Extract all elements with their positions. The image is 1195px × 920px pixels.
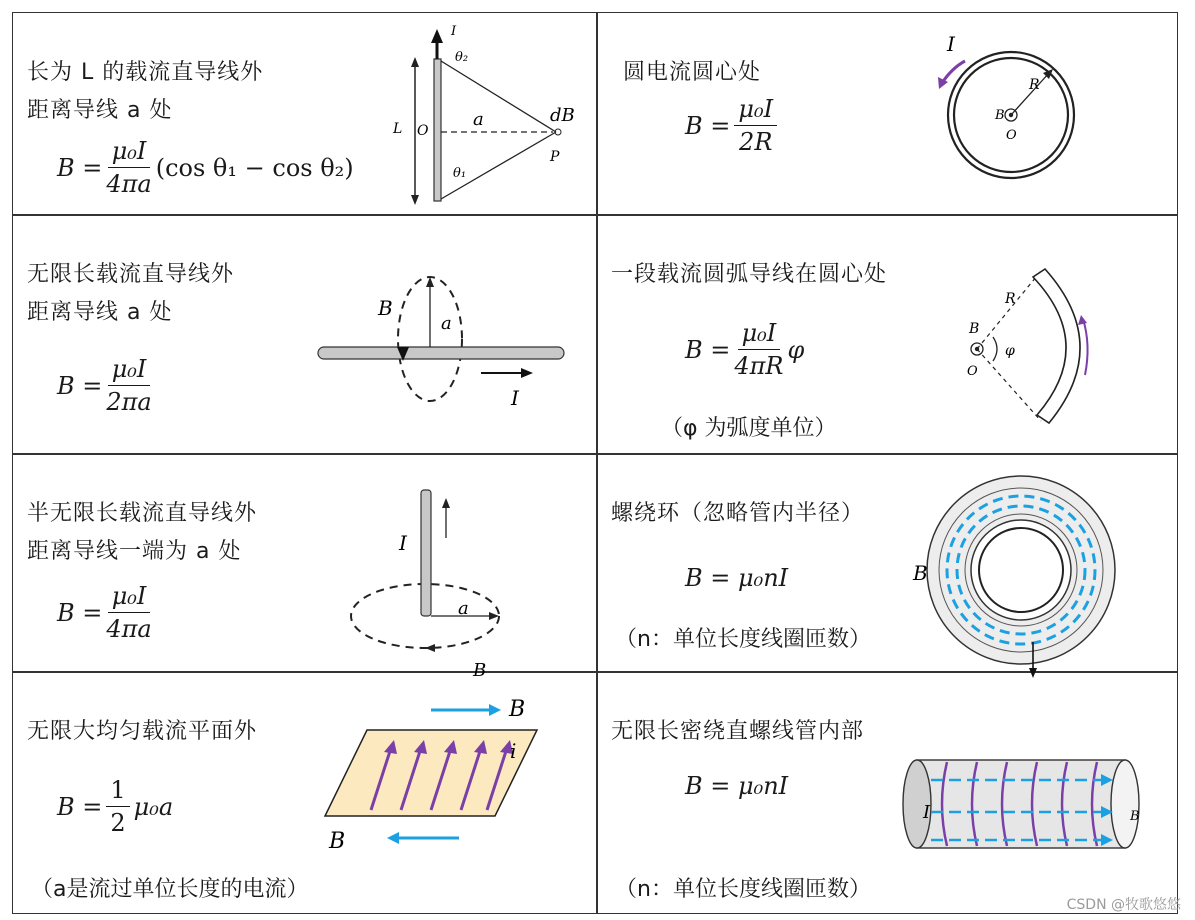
cell-arc-wire (597, 215, 1179, 453)
label-B-top: B (509, 697, 526, 722)
caption-line1: 长为 L 的载流直导线外 (27, 60, 264, 85)
numerator: 1 (106, 776, 129, 807)
label-B: B (913, 561, 928, 585)
label-phi: φ (1005, 343, 1015, 359)
caption-line1: 无限大均匀载流平面外 (27, 719, 258, 744)
note-phi-unit: （φ 为弧度单位） (661, 416, 837, 441)
formula-lhs: B = (685, 111, 731, 140)
current-arc (942, 61, 965, 83)
note-a-definition: （a是流过单位长度的电流） (31, 877, 309, 902)
radius-upper (977, 271, 1041, 349)
current-arrow (1083, 319, 1088, 375)
circular-loop-diagram (597, 13, 1179, 214)
label-B: B (473, 660, 487, 681)
infinite-wire (318, 347, 564, 359)
current-arrow-head (1078, 315, 1087, 325)
label-O: O (967, 364, 978, 379)
distance-arrow-head (489, 612, 499, 620)
formula-lhs: B = (57, 153, 103, 182)
caption-line2: 距离导线一端为 a 处 (27, 539, 242, 564)
formula-solenoid: B = μ₀nI (685, 772, 789, 800)
cell-semi-infinite-wire (13, 454, 596, 681)
denominator: 4πa (106, 615, 152, 643)
length-arrow-top (411, 57, 419, 67)
formula-lhs: B = (57, 371, 103, 400)
finite-wire-diagram (13, 13, 596, 214)
caption-line1: 圆电流圆心处 (623, 60, 762, 85)
label-theta2: θ₂ (455, 50, 469, 65)
label-a: a (441, 313, 452, 334)
label-P: P (550, 149, 560, 165)
label-I: I (399, 531, 407, 555)
label-I: I (947, 32, 955, 56)
formula-toroid: B = μ₀nI (685, 564, 789, 592)
cell-finite-wire (13, 13, 596, 214)
line-to-top (441, 61, 556, 132)
caption-line1: 无限长载流直导线外 (27, 262, 235, 287)
label-I: I (923, 802, 931, 823)
label-I: I (511, 386, 519, 410)
label-R: R (1029, 77, 1040, 93)
numerator: μ₀I (734, 95, 777, 126)
caption-line2: 距离导线 a 处 (27, 98, 173, 123)
angle-arc (993, 337, 997, 361)
label-L: L (393, 121, 403, 137)
formula-tail: φ (787, 335, 805, 364)
arc-wire-diagram (597, 215, 1179, 453)
caption-line1: 螺绕环（忽略管内半径） (611, 501, 865, 526)
cell-solenoid (597, 672, 1179, 915)
cell-toroid (597, 454, 1179, 671)
label-dB: dB (550, 105, 575, 126)
label-O: O (417, 123, 429, 139)
semi-infinite-wire (421, 490, 431, 616)
formula-tail: (cos θ₁ − cos θ₂) (155, 153, 354, 182)
denominator: 2R (739, 128, 773, 156)
field-arrow-top-head (489, 704, 501, 716)
label-I: I (451, 24, 457, 39)
caption-line1: 半无限长载流直导线外 (27, 501, 258, 526)
label-a: a (458, 598, 469, 619)
field-out-dot (1009, 113, 1013, 117)
label-O: O (1006, 128, 1017, 143)
field-out-dot (975, 347, 979, 351)
caption-line2: 距离导线 a 处 (27, 300, 173, 325)
watermark: CSDN @牧歌悠悠 (1066, 897, 1181, 913)
current-plane (325, 730, 537, 816)
denominator: 2πa (106, 388, 152, 416)
note-n-definition: （n：单位长度线圈匝数） (615, 627, 871, 652)
distance-arrow-head (426, 277, 434, 287)
infinite-wire-diagram (13, 215, 596, 453)
finite-wire (434, 59, 441, 201)
denominator: 4πa (106, 170, 152, 198)
label-R: R (1005, 291, 1016, 307)
toroid-inner (971, 520, 1071, 620)
label-B: B (995, 108, 1005, 123)
numerator: μ₀I (108, 137, 151, 168)
label-B: B (378, 296, 393, 320)
cell-infinite-wire (13, 215, 596, 453)
numerator: μ₀I (108, 582, 151, 613)
label-a: a (473, 109, 484, 130)
note-n-definition: （n：单位长度线圈匝数） (615, 877, 871, 902)
formula-lhs: B = (57, 598, 103, 627)
label-B: B (1130, 809, 1140, 824)
field-direction-arrow (425, 644, 435, 652)
formula-table (12, 12, 1178, 914)
numerator: μ₀I (108, 355, 151, 386)
label-B-bottom: B (329, 829, 346, 854)
semi-infinite-wire-diagram (13, 454, 596, 681)
field-arrow-bottom-head (387, 832, 399, 844)
numerator: μ₀I (738, 319, 781, 350)
formula-lhs: B = (57, 792, 103, 821)
label-theta1: θ₁ (453, 166, 467, 181)
label-i: i (510, 739, 517, 763)
current-arrow-head (442, 498, 450, 508)
formula-tail: μ₀a (133, 792, 174, 821)
current-arrow-head (521, 368, 533, 378)
current-arrow-head (431, 29, 443, 43)
cell-circular-loop (597, 13, 1179, 214)
formula-lhs: B = (685, 335, 731, 364)
denominator: 2 (110, 809, 126, 837)
solenoid-diagram (597, 672, 1179, 915)
infinite-plane-diagram (13, 672, 596, 915)
caption-line1: 一段载流圆弧导线在圆心处 (611, 262, 888, 287)
toroid-diagram (597, 454, 1179, 671)
denominator: 4πR (734, 352, 784, 380)
cell-infinite-plane (13, 672, 596, 915)
length-arrow-bottom (411, 195, 419, 205)
arc-wire (1033, 269, 1080, 423)
label-B: B (969, 321, 980, 337)
solenoid-right-end (1111, 760, 1139, 848)
caption-line1: 无限长密绕直螺线管内部 (611, 719, 865, 744)
radius-lower (977, 349, 1041, 421)
